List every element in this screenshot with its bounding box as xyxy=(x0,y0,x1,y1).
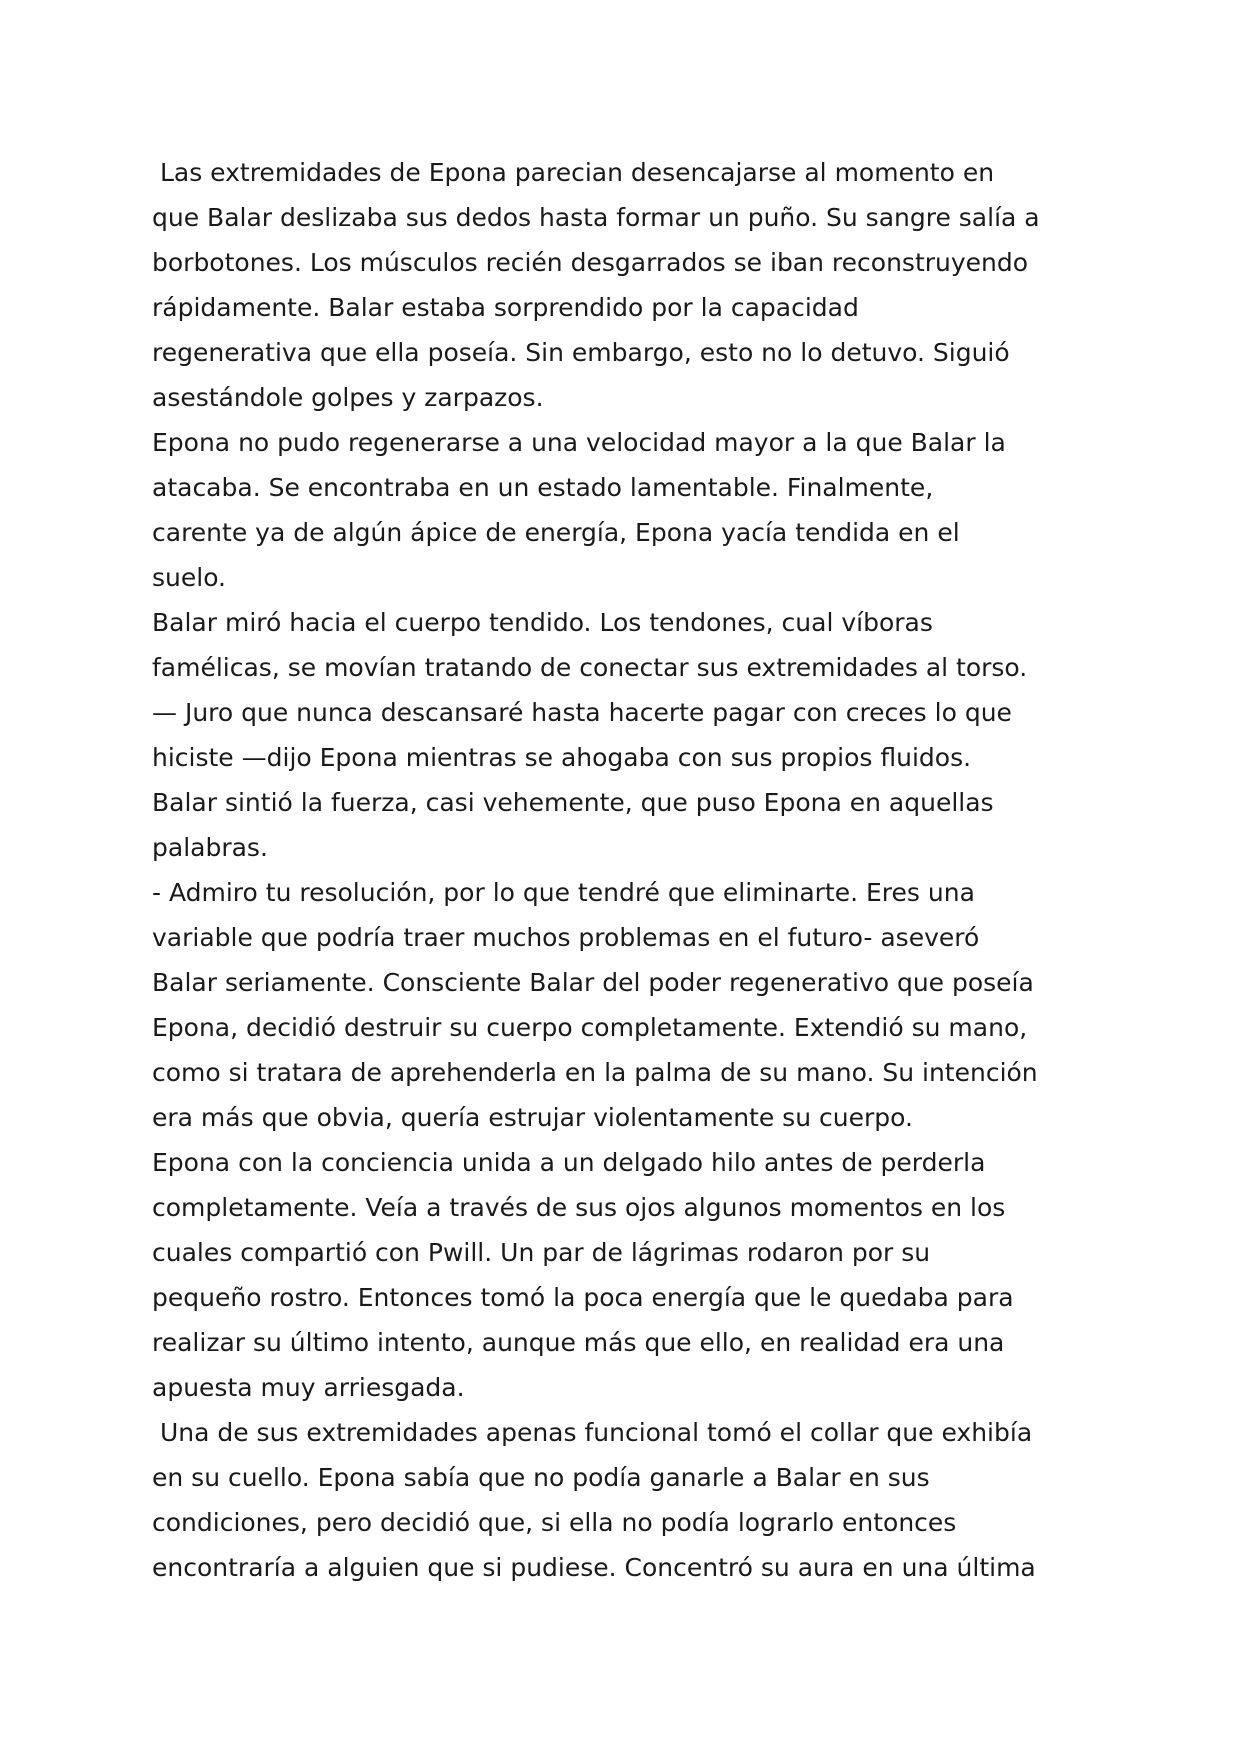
text-line: — Juro que nunca descansaré hasta hacerte pagar con creces lo que xyxy=(152,698,1012,727)
text-line: hiciste —dijo Epona mientras se ahogaba con sus propios fluidos. xyxy=(152,743,972,772)
text-line: suelo. xyxy=(152,563,226,592)
text-line: palabras. xyxy=(152,833,268,862)
text-line: - Admiro tu resolución, por lo que tendré que eliminarte. Eres una xyxy=(152,878,975,907)
text-line: Epona, decidió destruir su cuerpo completamente. Extendió su mano, xyxy=(152,1013,1028,1042)
text-line: condiciones, pero decidió que, si ella no podía lograrlo entonces xyxy=(152,1508,957,1537)
text-line: rápidamente. Balar estaba sorprendido por la capacidad xyxy=(152,293,859,322)
text-line: apuesta muy arriesgada. xyxy=(152,1373,465,1402)
text-line: Epona con la conciencia unida a un delgado hilo antes de perderla xyxy=(152,1148,986,1177)
text-line: regenerativa que ella poseía. Sin embargo, esto no lo detuvo. Siguió xyxy=(152,338,1010,367)
text-line: Balar seriamente. Consciente Balar del poder regenerativo que poseía xyxy=(152,968,1034,997)
text-line: variable que podría traer muchos problemas en el futuro- aseveró xyxy=(152,923,980,952)
text-line: completamente. Veía a través de sus ojos algunos momentos en los xyxy=(152,1193,1006,1222)
text-line: asestándole golpes y zarpazos. xyxy=(152,383,544,412)
text-line: cuales compartió con Pwill. Un par de lágrimas rodaron por su xyxy=(152,1238,931,1267)
text-line: Balar miró hacia el cuerpo tendido. Los tendones, cual víboras xyxy=(152,608,933,637)
text-line: encontraría a alguien que si pudiese. Concentró su aura en una última xyxy=(152,1553,1036,1582)
text-line: Una de sus extremidades apenas funcional tomó el collar que exhibía xyxy=(152,1418,1033,1447)
text-line: Epona no pudo regenerarse a una velocidad mayor a la que Balar la xyxy=(152,428,1006,457)
text-line: realizar su último intento, aunque más que ello, en realidad era una xyxy=(152,1328,1005,1357)
text-line: Balar sintió la fuerza, casi vehemente, que puso Epona en aquellas xyxy=(152,788,994,817)
body-text xyxy=(152,150,1112,1590)
text-line: pequeño rostro. Entonces tomó la poca energía que le quedaba para xyxy=(152,1283,1014,1312)
text-line: era más que obvia, quería estrujar violentamente su cuerpo. xyxy=(152,1103,913,1132)
text-line: borbotones. Los músculos recién desgarrados se iban reconstruyendo xyxy=(152,248,1029,277)
text-line: carente ya de algún ápice de energía, Epona yacía tendida en el xyxy=(152,518,960,547)
text-line: en su cuello. Epona sabía que no podía ganarle a Balar en sus xyxy=(152,1463,930,1492)
text-line: atacaba. Se encontraba en un estado lamentable. Finalmente, xyxy=(152,473,934,502)
text-line: famélicas, se movían tratando de conectar sus extremidades al torso. xyxy=(152,653,1028,682)
text-line: Las extremidades de Epona parecian desencajarse al momento en xyxy=(152,158,995,187)
text-line: que Balar deslizaba sus dedos hasta formar un puño. Su sangre salía a xyxy=(152,203,1040,232)
text-line: como si tratara de aprehenderla en la palma de su mano. Su intención xyxy=(152,1058,1038,1087)
